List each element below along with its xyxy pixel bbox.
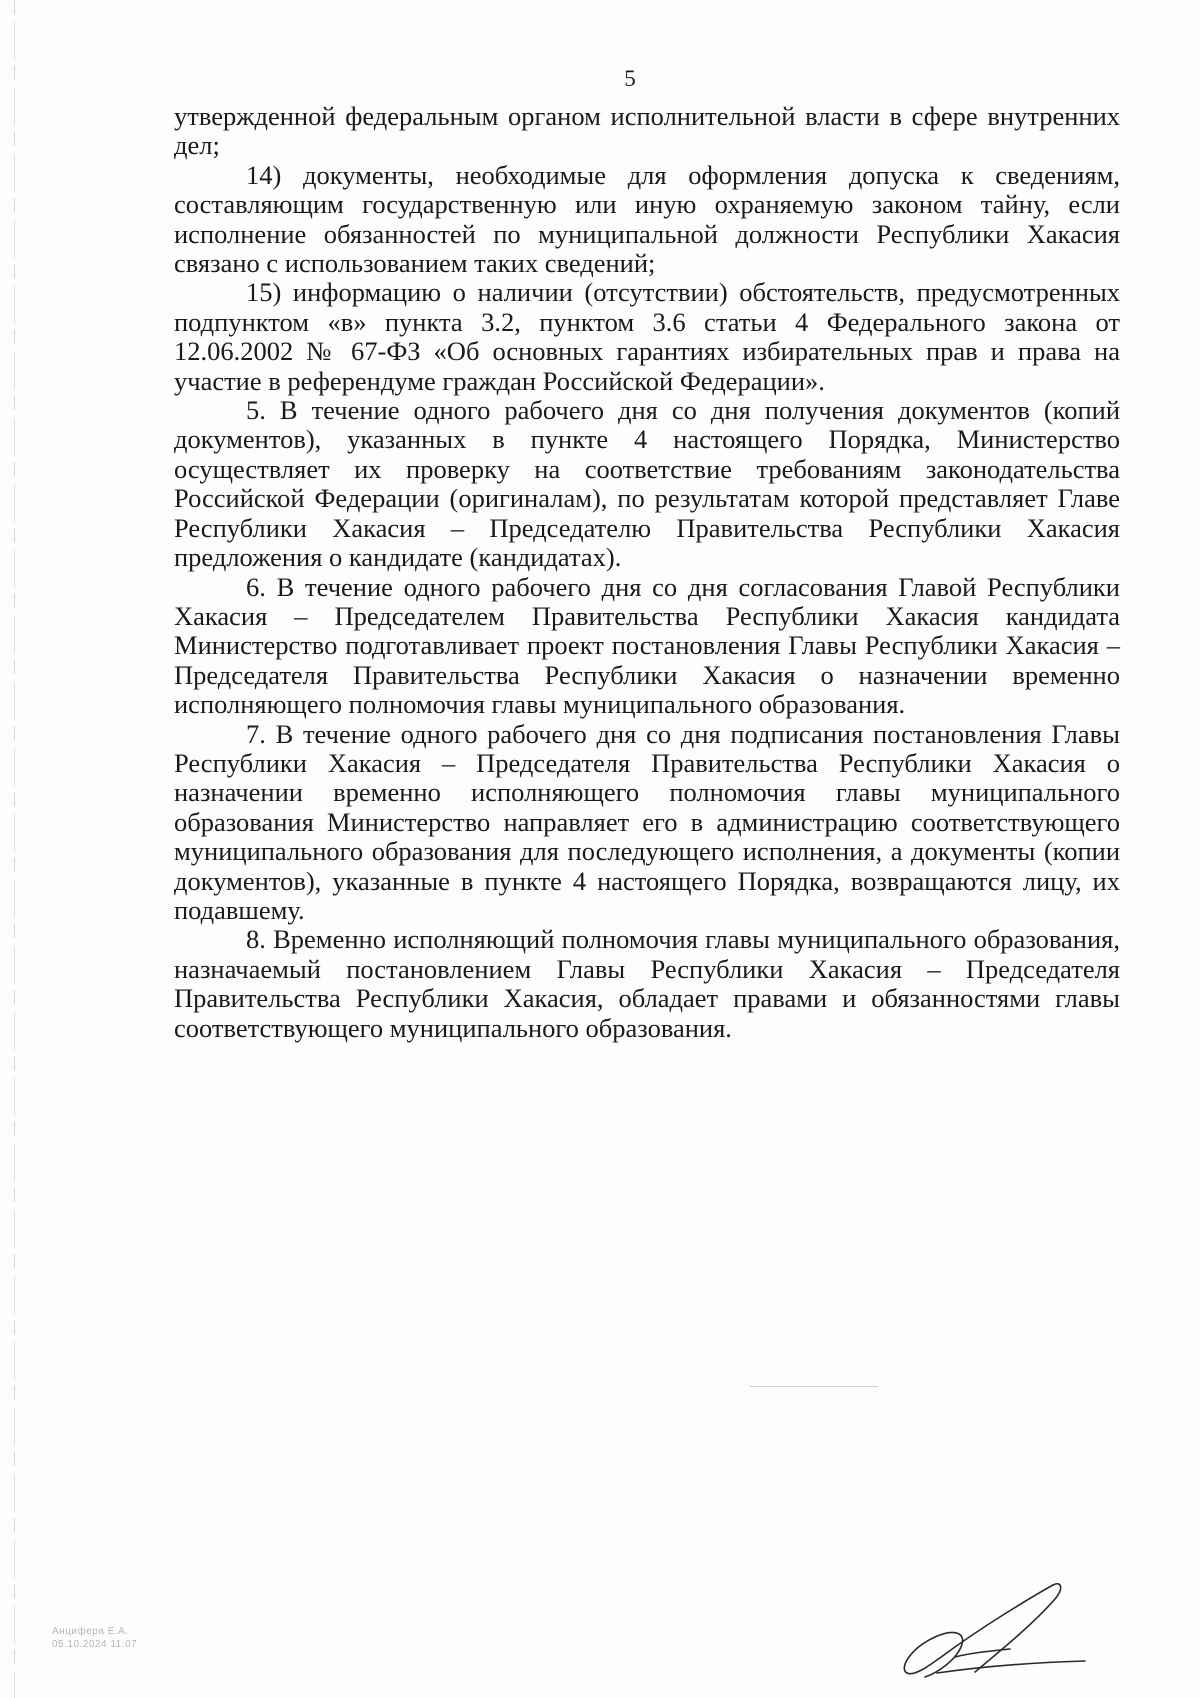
paragraph-clause-5: 5. В течение одного рабочего дня со дня получения документов (копий документов), указанных в пункте 4 настоящего Порядка, Министерство осуществляет их проверку на соответствие требованиям законодательства Российской Федерации (оригиналам), по результатам которой представляет Главе Республики Хакасия – Председателю Правительства Республики Хакасия предложения о кандидате (кандидатах). (174, 395, 1120, 573)
paragraph-clause-7: 7. В течение одного рабочего дня со дня подписания постановления Главы Республики Хакасия – Председателя Правительства Республики Хакасия о назначении временно исполняющего полномочия главы муниципального образования Министерство направляет его в администрацию соответствующего муниципального образования для последующего исполнения, а документы (копии документов), указанные в пункте 4 настоящего Порядка, возвращаются лицу, их подавшему. (174, 718, 1120, 925)
stamp-line-2: 05.10.2024 11:07 (52, 1639, 138, 1650)
paragraph-clause-8: 8. Временно исполняющий полномочия главы муниципального образования, назначаемый постановлением Главы Республики Хакасия – Председателя Правительства Республики Хакасия, обладает правами и обязанностями главы соответствующего муниципального образования. (174, 924, 1120, 1043)
paragraph-item-15: 15) информацию о наличии (отсутствии) обстоятельств, предусмотренных подпунктом «в» пункта 3.2, пунктом 3.6 статьи 4 Федерального закона от 12.06.2002 № 67-ФЗ «Об основных гарантиях избирательных прав и права на участие в референдуме граждан Российской Федерации». (174, 277, 1120, 396)
document-body (174, 102, 1120, 1043)
faint-rule (750, 1386, 878, 1387)
paragraph-item-14: 14) документы, необходимые для оформления допуска к сведениям, составляющим государственную или иную охраняемую законом тайну, если исполнение обязанностей по муниципальной должности Республики Хакасия связано с использованием таких сведений; (174, 159, 1120, 279)
faded-stamp (52, 1625, 137, 1651)
handwritten-signature (895, 1577, 1095, 1687)
page-number: 5 (624, 66, 636, 91)
paragraph-continuation: утвержденной федеральным органом исполнительной власти в сфере внутренних дел; (174, 101, 1120, 161)
scan-edge-line (14, 0, 15, 1698)
paragraph-clause-6: 6. В течение одного рабочего дня со дня согласования Главой Республики Хакасия – Председателем Правительства Республики Хакасия кандидата Министерство подготавливает проект постановления Главы Республики Хакасия – Председателя Правительства Республики Хакасия о назначении временно исполняющего полномочия главы муниципального образования. (174, 571, 1120, 720)
stamp-line-1: Анцифера Е.А. (52, 1626, 129, 1637)
